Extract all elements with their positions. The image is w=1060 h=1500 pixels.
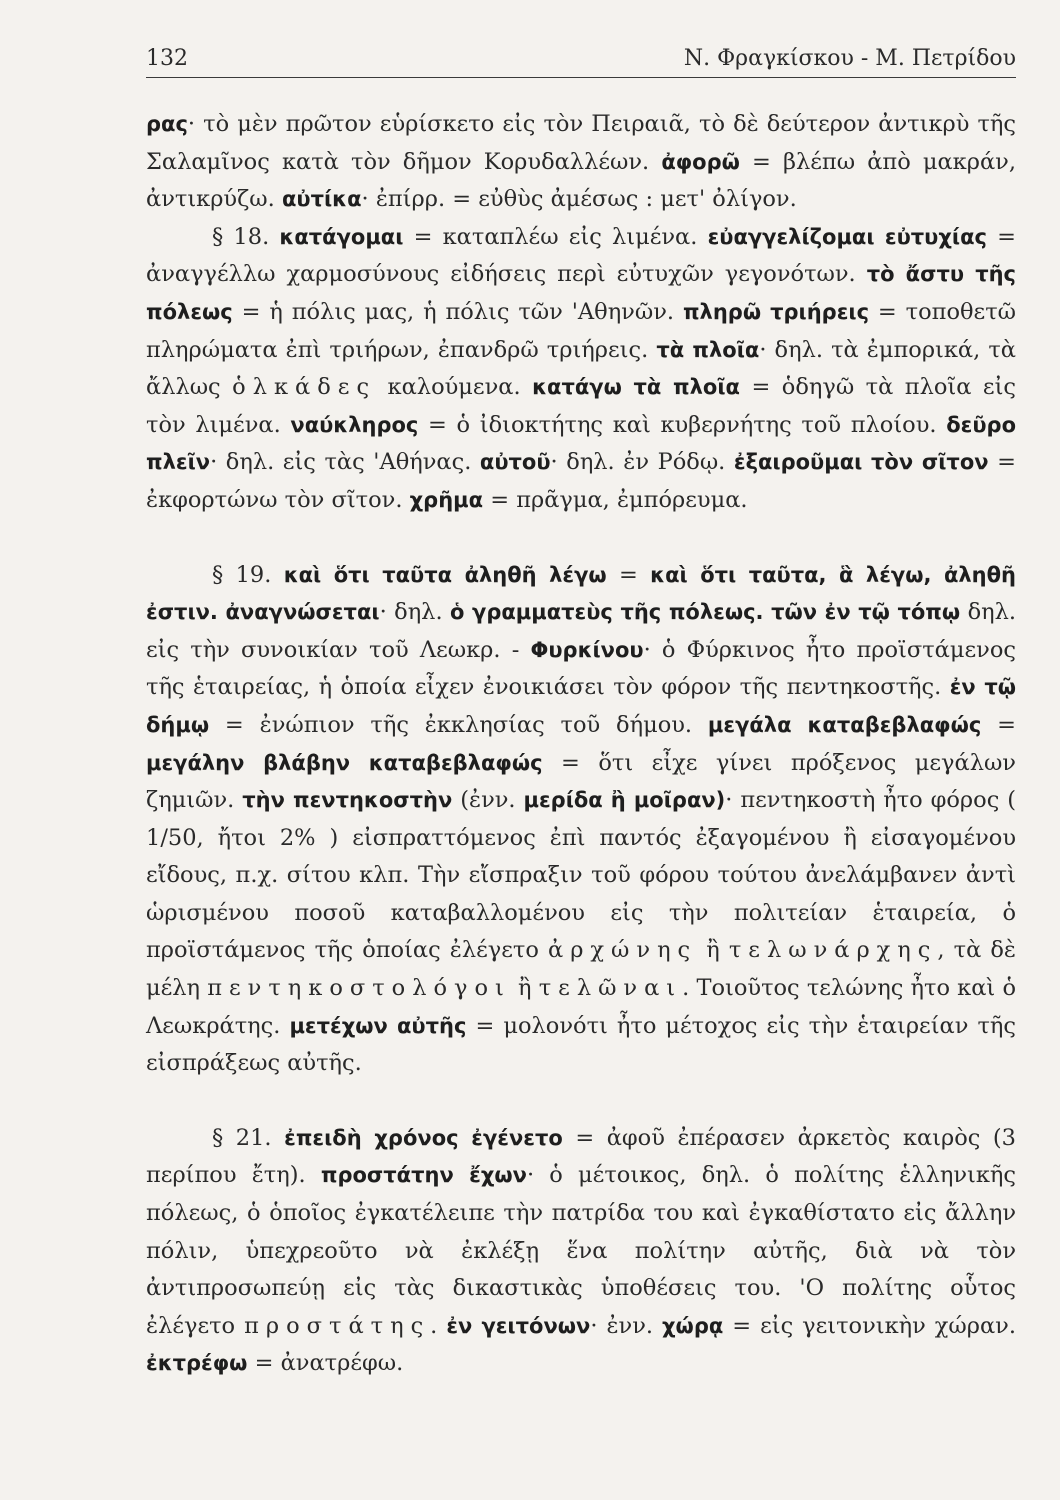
gloss: · ἐνν. <box>590 1312 663 1339</box>
gloss: · τὸ μὲν πρῶτον εὑρίσκετο εἰς τὸν Πειραιᾶ, τὸ δὲ δεύτερον ἀντικρὺ τῆς Σαλαμῖνος κατὰ τὸν δῆμον Κορυδαλλέων. <box>146 111 1016 175</box>
gloss: · ὁ Φύρκινος ἦτο προϊστάμενος τῆς ἑταιρείας, ἡ ὁποία εἶχεν ἐνοικιάσει τὸν φόρον τῆς πεντηκοστῆς. <box>146 636 1016 701</box>
gloss: · δηλ. τὰ ἐμπορικά, τὰ ἄλλως <box>146 336 1016 401</box>
gloss: = ἡ πόλις μας, ἡ πόλις τῶν 'Αθηνῶν. <box>232 298 683 325</box>
gloss: = ὅτι εἶχε γίνει πρόξενος μεγάλων ζημιῶν. <box>146 749 1016 814</box>
authors-header: Ν. Φραγκίσκου - Μ. Πετρίδου <box>683 46 1016 71</box>
gloss: = ὁδηγῶ τὰ πλοῖα εἰς τὸν λιμένα. <box>146 374 1016 438</box>
gloss: · δηλ. ἐν Ρόδῳ. <box>550 449 734 476</box>
gloss: = ἀφοῦ ἐπέρασεν ἀρκετὸς καιρὸς (3 περίπου ἔτη). <box>146 1124 1016 1189</box>
gloss: = <box>981 711 1016 738</box>
gloss: δηλ. εἰς τὴν συνοικίαν τοῦ Λεωκρ. - <box>146 599 1017 663</box>
gloss: = καταπλέω εἰς λιμένα. <box>403 223 708 250</box>
lemma: εὐαγγελίζομαι εὐτυχίας <box>707 224 987 249</box>
gloss: . Τοιοῦτος τελώνης ἦτο καὶ ὁ Λεωκράτης. <box>146 975 1016 1039</box>
lemma: ναύκληρος <box>290 412 419 437</box>
lemma: Φυρκίνου <box>530 637 644 662</box>
lemma: πληρῶ τριήρεις <box>682 299 870 324</box>
lemma: τὰ πλοῖα <box>656 337 760 362</box>
lemma: τὴν πεντηκοστὴν <box>242 788 453 813</box>
lemma: μεγάλην βλάβην καταβεβλαφώς <box>146 750 543 775</box>
lemma: χρῆμα <box>409 487 484 512</box>
gloss: = πρᾶγμα, ἐμπόρευμα. <box>483 486 748 513</box>
lemma: ἐπειδὴ χρόνος ἐγένετο <box>284 1125 563 1150</box>
lemma: καὶ ὅτι ταῦτα ἀληθῆ λέγω <box>283 562 607 587</box>
spaced-term: πεντηκοστολόγοι <box>207 975 511 1002</box>
section-number: § 18. <box>212 223 280 250</box>
lemma: μερίδα ἢ μοῖραν) <box>523 788 726 813</box>
gloss: = εἰς γειτονικὴν χώραν. <box>723 1312 1017 1339</box>
lemma: ὁ γραμματεὺς τῆς πόλεως. τῶν ἐν τῷ τόπῳ <box>450 600 961 625</box>
gloss: = βλέπω ἀπὸ μακράν, ἀντικρύζω. <box>146 148 1017 213</box>
gloss: = ἐκφορτώνω τὸν σῖτον. <box>146 449 1016 513</box>
lemma: κατάγομαι <box>279 224 404 249</box>
gloss: = ἐνώπιον τῆς ἐκκλησίας τοῦ δήμου. <box>209 711 708 738</box>
section-number: § 21. <box>212 1124 285 1151</box>
section-number: § 19. <box>212 561 284 588</box>
gloss: , τὰ δὲ μέλη <box>146 937 1016 1002</box>
gloss: · πεντηκοστὴ ἦτο φόρος ( 1/50, ἤτοι 2% ) εἰσπραττόμενος ἐπὶ παντός ἐξαγομένου ἢ εἰσαγομένου εἴδους, π.χ. σίτου κλπ. Τὴν εἴσπραξιν τοῦ φόρου τούτου ἀνελάμβανεν ἀντὶ ὡρισμένου ποσοῦ καταβαλλομένου εἰς τὴν πολιτείαν ἑταιρεία, ὁ προϊστάμενος τῆς ὁποίας ἐλέγετο <box>146 787 1017 964</box>
gloss: (ἐνν. <box>452 787 524 814</box>
gloss: = ἀνατρέφω. <box>247 1350 404 1377</box>
page-number: 132 <box>146 46 188 71</box>
gloss: καλούμενα. <box>376 374 533 401</box>
spaced-term: τελῶναι <box>538 975 683 1002</box>
lemma: καὶ ὅτι ταῦτα, ἃ λέγω, ἀληθῆ ἐστιν. ἀναγνώσεται <box>146 562 1016 625</box>
paragraph-continuation <box>146 106 1016 219</box>
commentary-text <box>146 106 1016 1383</box>
lemma: ἐν τῷ δήμῳ <box>146 675 1016 737</box>
gloss: = <box>606 561 651 588</box>
lemma: ἐκτρέφω <box>146 1351 248 1376</box>
lemma: μεγάλα καταβεβλαφώς <box>707 712 982 737</box>
lemma: αὐτοῦ <box>479 450 551 475</box>
gloss: = ὁ ἰδιοκτήτης καὶ κυβερνήτης τοῦ πλοίου. <box>418 411 947 438</box>
spaced-term: ἀρχώνης <box>548 937 698 964</box>
spaced-term: προστάτης <box>244 1312 431 1339</box>
running-header <box>146 44 1016 78</box>
lemma: ἐξαιροῦμαι τὸν σῖτον <box>733 450 989 475</box>
gloss: · δηλ. <box>379 599 451 626</box>
lemma: ἀφορῶ <box>661 149 740 174</box>
lemma: προστάτην ἔχων <box>320 1163 527 1188</box>
lemma: χώρᾳ <box>662 1313 724 1338</box>
gloss: ἢ <box>510 975 539 1002</box>
lemma: κατάγω τὰ πλοῖα <box>532 375 740 400</box>
spaced-term: τελωνάρχης <box>728 937 938 964</box>
paragraph-section-21 <box>146 1120 1016 1383</box>
gloss: = ἀναγγέλλω χαρμοσύνους εἰδήσεις περὶ εὐτυχῶν γεγονότων. <box>146 223 1016 288</box>
lemma: αὐτίκα <box>281 187 362 212</box>
gloss: · ἐπίρρ. = εὐθὺς ἀμέσως : μετ' ὀλίγον. <box>361 186 797 213</box>
spaced-term: ὁλκάδες <box>232 374 377 401</box>
lemma: μετέχων αὐτῆς <box>289 1013 467 1038</box>
gloss: = τοποθετῶ πληρώματα ἐπὶ τριήρων, ἐπανδρῶ τριήρεις. <box>146 298 1017 363</box>
lemma: τὸ ἄστυ τῆς πόλεως <box>146 262 1016 324</box>
gloss: · δηλ. εἰς τὰς 'Αθήνας. <box>210 449 480 476</box>
lemma: δεῦρο πλεῖν <box>146 412 1016 475</box>
gloss: = μολονότι ἦτο μέτοχος εἰς τὴν ἑταιρείαν τῆς εἰσπράξεως αὐτῆς. <box>146 1012 1016 1077</box>
gloss: · ὁ μέτοικος, δηλ. ὁ πολίτης ἑλληνικῆς πόλεως, ὁ ὁποῖος ἐγκατέλειπε τὴν πατρίδα του καὶ ἐγκαθίστατο εἰς ἄλλην πόλιν, ὑπεχρεοῦτο νὰ ἐκλέξῃ ἕνα πολίτην αὐτῆς, διὰ νὰ τὸν ἀντιπροσωπεύῃ εἰς τὰς δικαστικὰς ὑποθέσεις του. 'Ο πολίτης οὗτος ἐλέγετο <box>146 1162 1016 1339</box>
lemma: ἐν γειτόνων <box>446 1313 591 1338</box>
lemma: ρας <box>146 112 188 136</box>
gloss: ἢ <box>697 937 729 964</box>
paragraph-section-18 <box>146 219 1016 520</box>
gloss: . <box>430 1312 447 1339</box>
paragraph-section-19 <box>146 557 1016 1083</box>
